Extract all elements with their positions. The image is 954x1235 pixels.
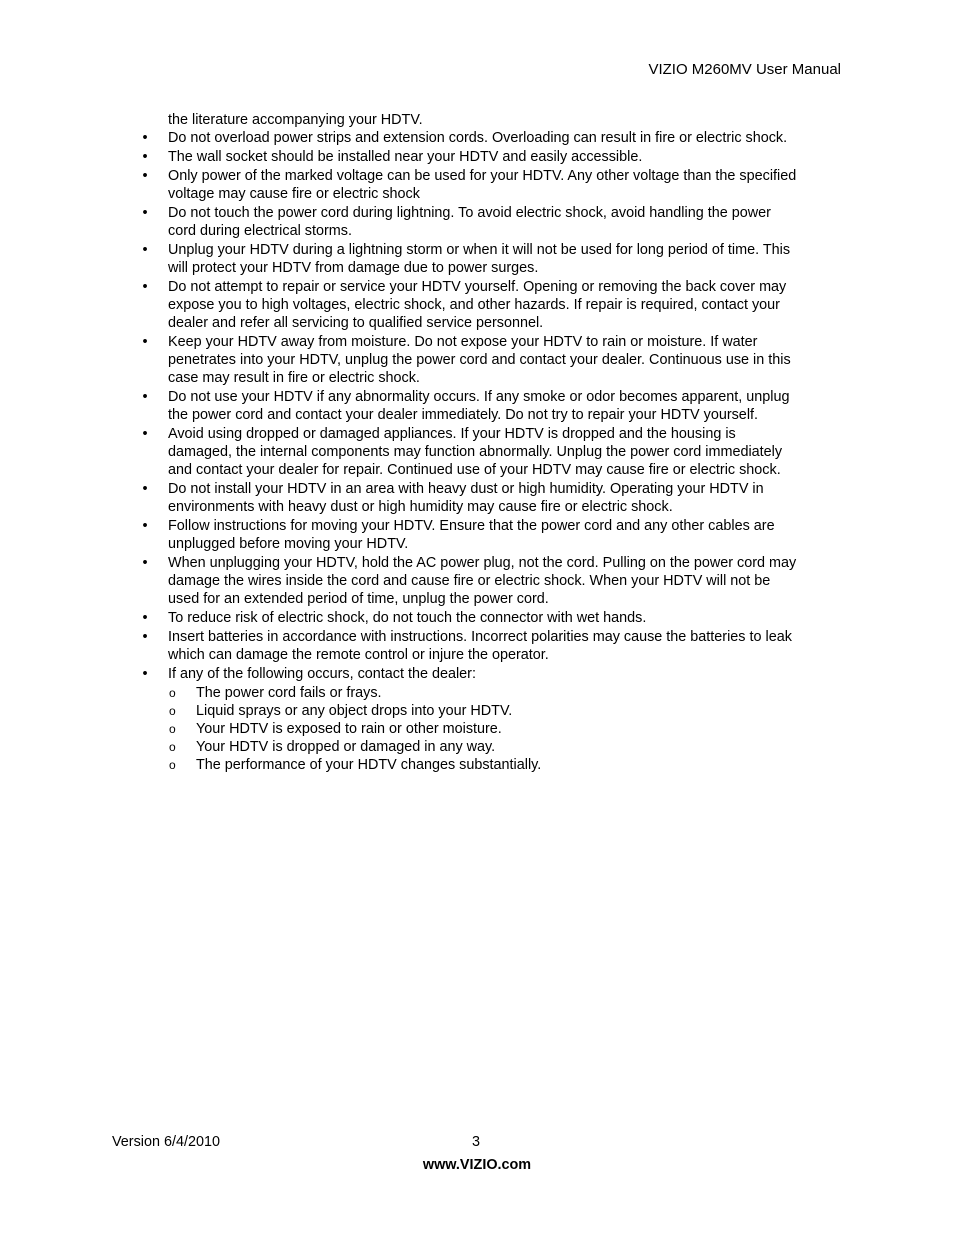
bullet-icon: • — [142, 518, 148, 534]
bullet-icon: • — [142, 168, 148, 184]
circle-bullet-icon: o — [169, 686, 176, 700]
list-item-text: Only power of the marked voltage can be used for your HDTV. Any other voltage than the specified voltage may cause fire or electric shock — [168, 168, 797, 202]
list-item-text: Do not install your HDTV in an area with heavy dust or high humidity. Operating your HDTV in environments with heavy dust or high humidity may cause fire or electric shock. — [168, 481, 764, 515]
sub-list-item-text: Liquid sprays or any object drops into your HDTV. — [196, 703, 513, 719]
list-item-text: The wall socket should be installed near your HDTV and easily accessible. — [168, 149, 643, 165]
bullet-icon: • — [142, 334, 148, 350]
sub-list-item-text: The performance of your HDTV changes substantially. — [196, 757, 542, 773]
list-item-text: Insert batteries in accordance with instructions. Incorrect polarities may cause the batteries to leak which can damage the remote control or injure the operator. — [168, 629, 792, 663]
list-item-text: Do not use your HDTV if any abnormality occurs. If any smoke or odor becomes apparent, unplug the power cord and contact your dealer immediately. Do not try to repair your HDTV yourself. — [168, 389, 790, 423]
list-item-text: Do not overload power strips and extension cords. Overloading can result in fire or electric shock. — [168, 130, 788, 146]
circle-bullet-icon: o — [169, 704, 176, 718]
bullet-icon: • — [142, 426, 148, 442]
document-body — [140, 111, 800, 774]
sub-list-item — [140, 684, 800, 702]
list-item-text: Do not attempt to repair or service your HDTV yourself. Opening or removing the back cover may expose you to high voltages, electric shock, and other hazards. If repair is required, contact your dealer and refer all servicing to qualified service personnel. — [168, 279, 787, 331]
bullet-icon: • — [142, 629, 148, 645]
bullet-icon: • — [142, 242, 148, 258]
sub-list-item — [140, 720, 800, 738]
continuation-text: the literature accompanying your HDTV. — [168, 112, 423, 128]
footer-version: Version 6/4/2010 — [112, 1134, 221, 1150]
sub-list-item-text: Your HDTV is dropped or damaged in any way. — [196, 739, 496, 755]
bullet-icon: • — [142, 666, 148, 682]
header-title: VIZIO M260MV User Manual — [648, 61, 841, 78]
sub-list-item — [140, 738, 800, 756]
sub-list-item-text: The power cord fails or frays. — [196, 685, 382, 701]
list-item-text: When unplugging your HDTV, hold the AC power plug, not the cord. Pulling on the power cord may damage the wires inside the cord and cause fire or electric shock. When your HDTV will not be used for an extended period of time, unplug the power cord. — [168, 555, 797, 607]
bullet-icon: • — [142, 205, 148, 221]
list-item-text: To reduce risk of electric shock, do not touch the connector with wet hands. — [168, 610, 647, 626]
bullet-icon: • — [142, 149, 148, 165]
bullet-icon: • — [142, 130, 148, 146]
list-item-text: Do not touch the power cord during lightning. To avoid electric shock, avoid handling the power cord during electrical storms. — [168, 205, 771, 239]
bullet-icon: • — [142, 610, 148, 626]
list-item — [140, 480, 800, 516]
list-item — [140, 204, 800, 240]
dealer-conditions-sublist — [140, 684, 800, 774]
list-item — [140, 278, 800, 332]
list-item — [140, 665, 800, 683]
list-item — [140, 554, 800, 608]
list-item-text: Avoid using dropped or damaged appliances. If your HDTV is dropped and the housing is damaged, the internal components may function abnormally. Unplug the power cord immediately and contact your dealer for repair. Continued use of your HDTV may cause fire or electric shock. — [168, 426, 783, 478]
bullet-icon: • — [142, 389, 148, 405]
list-item — [140, 609, 800, 627]
sub-list-item — [140, 702, 800, 720]
list-item — [140, 148, 800, 166]
safety-bullet-list — [140, 129, 800, 683]
list-item — [140, 425, 800, 479]
list-item — [140, 241, 800, 277]
circle-bullet-icon: o — [169, 722, 176, 736]
list-item-text: If any of the following occurs, contact the dealer: — [168, 666, 476, 682]
page-number: 3 — [472, 1134, 481, 1150]
circle-bullet-icon: o — [169, 740, 176, 754]
list-item-text: Follow instructions for moving your HDTV. Ensure that the power cord and any other cables are unplugged before moving your HDTV. — [168, 518, 775, 552]
list-item-text: Unplug your HDTV during a lightning storm or when it will not be used for long period of time. This will protect your HDTV from damage due to power surges. — [168, 242, 791, 276]
list-item — [140, 167, 800, 203]
list-item — [140, 333, 800, 387]
list-item — [140, 129, 800, 147]
sub-list-item-text: Your HDTV is exposed to rain or other moisture. — [196, 721, 502, 737]
footer-website: www.VIZIO.com — [422, 1157, 532, 1173]
circle-bullet-icon: o — [169, 758, 176, 772]
list-item-text: Keep your HDTV away from moisture. Do not expose your HDTV to rain or moisture. If water penetrates into your HDTV, unplug the power cord and contact your dealer. Continuous use in this case may result in fire or electric shock. — [168, 334, 791, 386]
sub-list-item — [140, 756, 800, 774]
list-item — [140, 517, 800, 553]
list-item — [140, 388, 800, 424]
list-item — [140, 628, 800, 664]
bullet-icon: • — [142, 555, 148, 571]
bullet-icon: • — [142, 279, 148, 295]
bullet-icon: • — [142, 481, 148, 497]
